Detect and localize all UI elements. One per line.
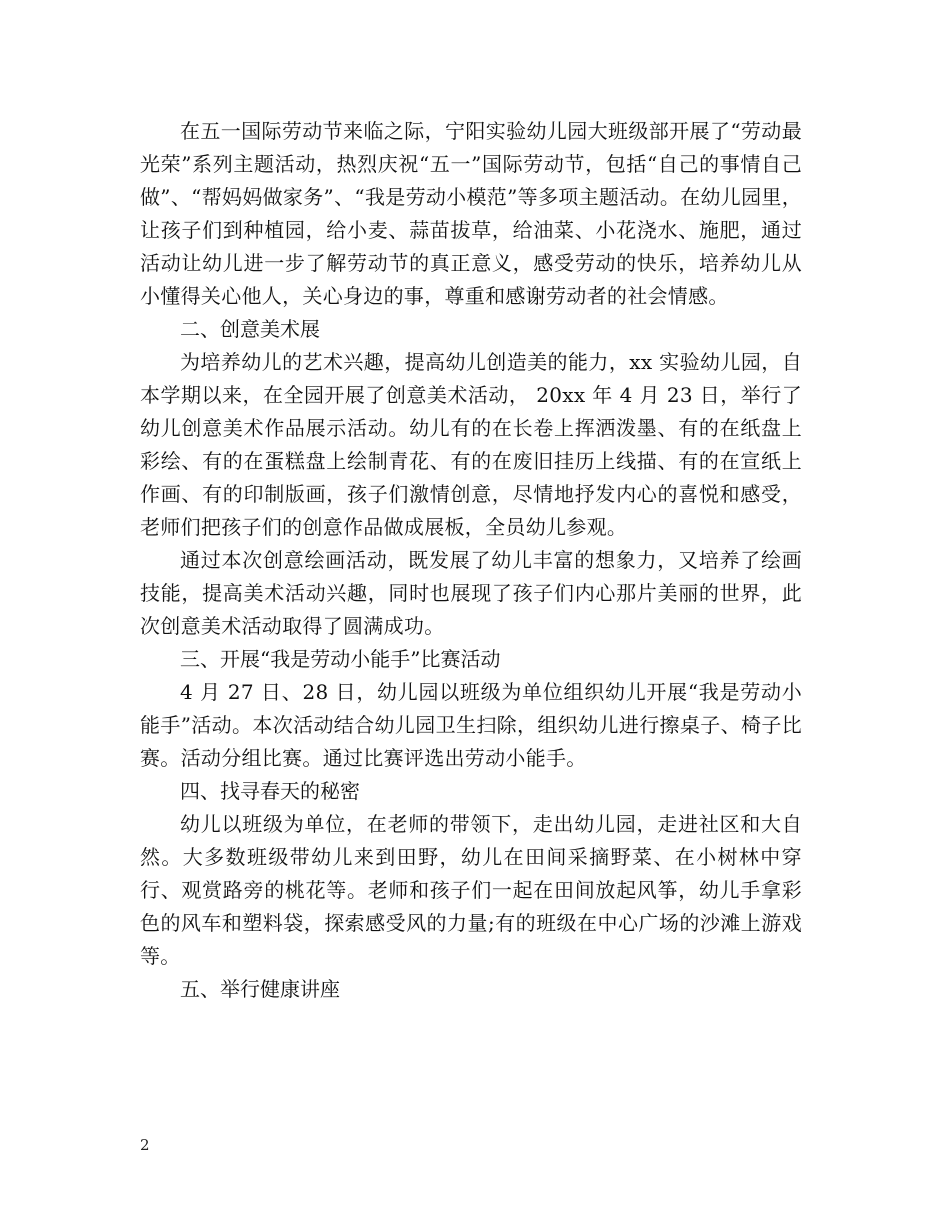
heading-spring-secrets: 四、找寻春天的秘密 — [180, 779, 360, 803]
document-body — [140, 115, 802, 1006]
paragraph-labor-day-activities: 在五一国际劳动节来临之际，宁阳实验幼儿园大班级部开展了“劳动最光荣”系列主题活动，热烈庆祝“五一”国际劳动节，包括“自己的事情自己做”、“帮妈妈做家务”、“我是劳动小模范”等多项主题活动。在幼儿园里，让孩子们到种植园，给小麦、蒜苗拔草，给油菜、小花浇水、施肥，通过活动让幼儿进一步了解劳动节的真正意义，感受劳动的快乐，培养幼儿从小懂得关心他人，关心身边的事，尊重和感谢劳动者的社会情感。 — [140, 119, 802, 308]
heading-health-lecture: 五、举行健康讲座 — [180, 977, 340, 1001]
page-number: 2 — [140, 1136, 150, 1154]
paragraph-creative-art-activity: 为培养幼儿的艺术兴趣，提高幼儿创造美的能力，xx 实验幼儿园，自本学期以来，在全园开展了创意美术活动， 20xx 年 4 月 23 日，举行了幼儿创意美术作品展示活动。幼儿有的在长卷上挥洒泼墨、有的在纸盘上彩绘、有的在蛋糕盘上绘制青花、有的在废旧挂历上线描、有的在宣纸上作画、有的印制版画，孩子们激情创意，尽情地抒发内心的喜悦和感受，老师们把孩子们的创意作品做成展板，全员幼儿参观。 — [140, 350, 802, 539]
heading-labor-skill-contest: 三、开展“我是劳动小能手”比赛活动 — [180, 647, 501, 671]
paragraph-spring-outing: 幼儿以班级为单位，在老师的带领下，走出幼儿园，走进社区和大自然。大多数班级带幼儿来到田野，幼儿在田间采摘野菜、在小树林中穿行、观赏路旁的桃花等。老师和孩子们一起在田间放起风筝，幼儿手拿彩色的风车和塑料袋，探索感受风的力量;有的班级在中心广场的沙滩上游戏等。 — [140, 812, 802, 968]
paragraph-art-activity-results: 通过本次创意绘画活动，既发展了幼儿丰富的想象力，又培养了绘画技能，提高美术活动兴趣，同时也展现了孩子们内心那片美丽的世界，此次创意美术活动取得了圆满成功。 — [140, 548, 802, 638]
paragraph-labor-skill-contest: 4 月 27 日、28 日，幼儿园以班级为单位组织幼儿开展“我是劳动小能手”活动。本次活动结合幼儿园卫生扫除，组织幼儿进行擦桌子、椅子比赛。活动分组比赛。通过比赛评选出劳动小能手。 — [140, 680, 802, 770]
heading-creative-art-exhibition: 二、创意美术展 — [180, 317, 320, 341]
